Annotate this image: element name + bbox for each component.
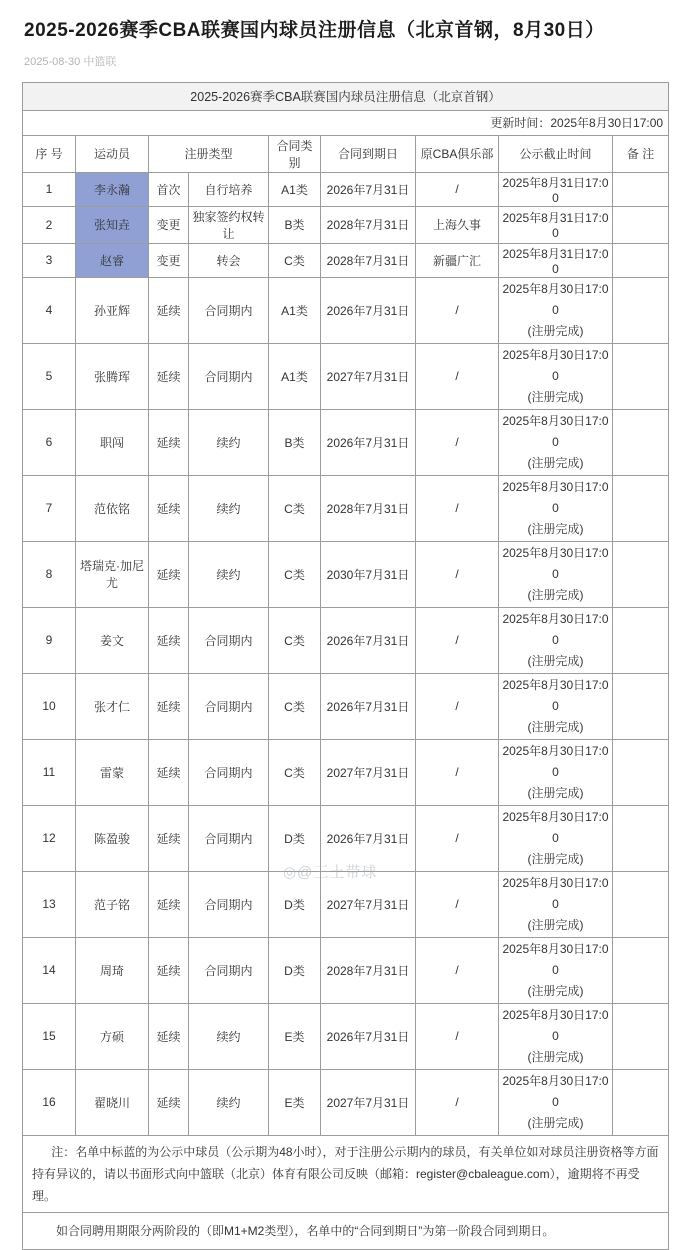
player-row (23, 343, 669, 409)
row-number: 7 (23, 475, 76, 541)
deadline-cell (499, 1069, 613, 1135)
deadline-status: (注册完成) (527, 719, 584, 734)
contract-class: B类 (269, 409, 321, 475)
row-number: 3 (23, 243, 76, 277)
contract-class: E类 (269, 1003, 321, 1069)
row-number: 5 (23, 343, 76, 409)
player-name: 周琦 (76, 937, 149, 1003)
register-type-detail: 合同期内 (189, 937, 269, 1003)
contract-class: A1类 (269, 172, 321, 206)
player-row (23, 475, 669, 541)
note-row (23, 1213, 669, 1250)
player-row (23, 1069, 669, 1135)
update-time: 更新时间：2025年8月30日17:00 (23, 110, 669, 135)
row-number: 16 (23, 1069, 76, 1135)
contract-expiry: 2028年7月31日 (321, 937, 416, 1003)
footnote-public-period: 注：名单中标蓝的为公示中球员（公示期为48小时），对于注册公示期内的球员，有关单位如对球员注册资格等方面持有异议的，请以书面形式向中篮联（北京）体育有限公司反映（邮箱：register@cbaleague.com），逾期将不再受理。 (23, 1135, 669, 1213)
deadline-status: (注册完成) (527, 1115, 584, 1130)
deadline-status: (注册完成) (527, 983, 584, 998)
deadline-time: 2025年8月31日17:00 (502, 175, 609, 205)
note-row (23, 1135, 669, 1213)
contract-class: C类 (269, 673, 321, 739)
register-type-detail: 续约 (189, 475, 269, 541)
contract-class: A1类 (269, 277, 321, 343)
contract-expiry: 2028年7月31日 (321, 243, 416, 277)
deadline-cell (499, 541, 613, 607)
deadline-time: 2025年8月30日17:00 (502, 1073, 609, 1109)
remark (613, 475, 669, 541)
contract-class: D类 (269, 871, 321, 937)
col-header-remark: 备 注 (613, 135, 669, 172)
former-club: / (416, 277, 499, 343)
deadline-status: (注册完成) (527, 389, 584, 404)
deadline-time: 2025年8月30日17:00 (502, 611, 609, 647)
player-row (23, 243, 669, 277)
remark (613, 172, 669, 206)
player-name: 赵睿 (76, 243, 149, 277)
row-number: 4 (23, 277, 76, 343)
row-number: 13 (23, 871, 76, 937)
row-number: 12 (23, 805, 76, 871)
former-club: 上海久事 (416, 206, 499, 243)
deadline-cell (499, 871, 613, 937)
contract-expiry: 2026年7月31日 (321, 409, 416, 475)
player-name: 陈盈骏 (76, 805, 149, 871)
player-name: 雷蒙 (76, 739, 149, 805)
deadline-cell (499, 277, 613, 343)
register-type: 变更 (149, 206, 189, 243)
deadline-time: 2025年8月30日17:00 (502, 941, 609, 977)
deadline-cell (499, 739, 613, 805)
remark (613, 805, 669, 871)
player-row (23, 937, 669, 1003)
deadline-status: (注册完成) (527, 653, 584, 668)
register-type-detail: 自行培养 (189, 172, 269, 206)
footnote-contract-stage: 如合同聘用期限分两阶段的（即M1+M2类型），名单中的“合同到期日”为第一阶段合同到期日。 (23, 1213, 669, 1250)
deadline-time: 2025年8月31日17:00 (502, 246, 609, 276)
player-row (23, 871, 669, 937)
register-type: 延续 (149, 739, 189, 805)
col-header-player: 运动员 (76, 135, 149, 172)
player-name: 张腾珲 (76, 343, 149, 409)
former-club: / (416, 673, 499, 739)
former-club: 新疆广汇 (416, 243, 499, 277)
deadline-cell (499, 409, 613, 475)
contract-expiry: 2026年7月31日 (321, 172, 416, 206)
table-body (23, 172, 669, 1135)
row-number: 9 (23, 607, 76, 673)
deadline-cell (499, 343, 613, 409)
deadline-cell (499, 475, 613, 541)
contract-expiry: 2027年7月31日 (321, 871, 416, 937)
register-type: 延续 (149, 673, 189, 739)
contract-expiry: 2026年7月31日 (321, 805, 416, 871)
register-type: 延续 (149, 475, 189, 541)
player-name: 孙亚辉 (76, 277, 149, 343)
contract-expiry: 2030年7月31日 (321, 541, 416, 607)
deadline-cell (499, 937, 613, 1003)
contract-expiry: 2027年7月31日 (321, 739, 416, 805)
register-type-detail: 独家签约权转让 (189, 206, 269, 243)
contract-class: D类 (269, 937, 321, 1003)
deadline-time: 2025年8月30日17:00 (502, 479, 609, 515)
deadline-time: 2025年8月31日17:00 (502, 211, 609, 241)
register-type-detail: 合同期内 (189, 805, 269, 871)
deadline-status: (注册完成) (527, 587, 584, 602)
remark (613, 277, 669, 343)
watermark: ◎@三土带球 (283, 864, 378, 881)
register-type: 延续 (149, 871, 189, 937)
register-type: 延续 (149, 343, 189, 409)
register-type-detail: 合同期内 (189, 673, 269, 739)
contract-class: C类 (269, 475, 321, 541)
former-club: / (416, 607, 499, 673)
registration-table (22, 82, 669, 1250)
deadline-cell (499, 1003, 613, 1069)
register-type: 变更 (149, 243, 189, 277)
contract-class: C类 (269, 243, 321, 277)
contract-expiry: 2028年7月31日 (321, 475, 416, 541)
contract-class: C类 (269, 607, 321, 673)
remark (613, 541, 669, 607)
register-type-detail: 续约 (189, 1069, 269, 1135)
col-header-expiry: 合同到期日 (321, 135, 416, 172)
col-header-register-type: 注册类型 (149, 135, 269, 172)
register-type-detail: 合同期内 (189, 343, 269, 409)
row-number: 10 (23, 673, 76, 739)
player-name: 范依铭 (76, 475, 149, 541)
player-name: 范子铭 (76, 871, 149, 937)
player-row (23, 1003, 669, 1069)
player-name: 张知垚 (76, 206, 149, 243)
page-title: 2025-2026赛季CBA联赛国内球员注册信息（北京首钢，8月30日） (24, 20, 605, 41)
deadline-time: 2025年8月30日17:00 (502, 875, 609, 911)
register-type-detail: 续约 (189, 409, 269, 475)
remark (613, 1069, 669, 1135)
player-row (23, 673, 669, 739)
contract-expiry: 2028年7月31日 (321, 206, 416, 243)
deadline-status: (注册完成) (527, 323, 584, 338)
register-type-detail: 合同期内 (189, 277, 269, 343)
player-name: 李永瀚 (76, 172, 149, 206)
deadline-status: (注册完成) (527, 1049, 584, 1064)
register-type: 延续 (149, 541, 189, 607)
register-type-detail: 续约 (189, 1003, 269, 1069)
deadline-cell (499, 607, 613, 673)
deadline-cell (499, 673, 613, 739)
former-club: / (416, 739, 499, 805)
remark (613, 206, 669, 243)
contract-class: C类 (269, 739, 321, 805)
register-type: 延续 (149, 805, 189, 871)
contract-class: C类 (269, 541, 321, 607)
player-row (23, 277, 669, 343)
former-club: / (416, 475, 499, 541)
register-type: 延续 (149, 607, 189, 673)
register-type-detail: 续约 (189, 541, 269, 607)
remark (613, 937, 669, 1003)
deadline-time: 2025年8月30日17:00 (502, 347, 609, 383)
former-club: / (416, 343, 499, 409)
former-club: / (416, 805, 499, 871)
deadline-status: (注册完成) (527, 917, 584, 932)
former-club: / (416, 1069, 499, 1135)
deadline-cell (499, 172, 613, 206)
deadline-time: 2025年8月30日17:00 (502, 545, 609, 581)
deadline-cell (499, 243, 613, 277)
player-row (23, 541, 669, 607)
contract-expiry: 2027年7月31日 (321, 343, 416, 409)
deadline-time: 2025年8月30日17:00 (502, 677, 609, 713)
former-club: / (416, 541, 499, 607)
contract-expiry: 2026年7月31日 (321, 277, 416, 343)
register-type: 延续 (149, 1069, 189, 1135)
deadline-status: (注册完成) (527, 455, 584, 470)
contract-class: D类 (269, 805, 321, 871)
register-type: 延续 (149, 937, 189, 1003)
player-row (23, 206, 669, 243)
register-type: 延续 (149, 277, 189, 343)
player-name: 塔瑞克·加尼尤 (76, 541, 149, 607)
remark (613, 607, 669, 673)
contract-class: B类 (269, 206, 321, 243)
register-type: 首次 (149, 172, 189, 206)
player-name: 姜文 (76, 607, 149, 673)
deadline-cell (499, 206, 613, 243)
row-number: 15 (23, 1003, 76, 1069)
deadline-status: (注册完成) (527, 785, 584, 800)
deadline-time: 2025年8月30日17:00 (502, 743, 609, 779)
row-number: 14 (23, 937, 76, 1003)
former-club: / (416, 871, 499, 937)
deadline-time: 2025年8月30日17:00 (502, 1007, 609, 1043)
remark (613, 243, 669, 277)
player-row (23, 409, 669, 475)
remark (613, 409, 669, 475)
remark (613, 343, 669, 409)
former-club: / (416, 409, 499, 475)
register-type-detail: 合同期内 (189, 739, 269, 805)
player-row (23, 805, 669, 871)
contract-expiry: 2027年7月31日 (321, 1069, 416, 1135)
row-number: 11 (23, 739, 76, 805)
row-number: 8 (23, 541, 76, 607)
player-row (23, 739, 669, 805)
player-name: 方硕 (76, 1003, 149, 1069)
register-type-detail: 合同期内 (189, 607, 269, 673)
remark (613, 673, 669, 739)
col-header-deadline: 公示截止时间 (499, 135, 613, 172)
deadline-time: 2025年8月30日17:00 (502, 413, 609, 449)
former-club: / (416, 1003, 499, 1069)
remark (613, 871, 669, 937)
deadline-status: (注册完成) (527, 521, 584, 536)
col-header-contract-class: 合同类别 (269, 135, 321, 172)
contract-expiry: 2026年7月31日 (321, 673, 416, 739)
contract-expiry: 2026年7月31日 (321, 1003, 416, 1069)
article-date-source: 2025-08-30 中篮联 (24, 55, 117, 68)
former-club: / (416, 172, 499, 206)
contract-expiry: 2026年7月31日 (321, 607, 416, 673)
player-row (23, 607, 669, 673)
deadline-cell (499, 805, 613, 871)
col-header-former-club: 原CBA俱乐部 (416, 135, 499, 172)
player-name: 职闯 (76, 409, 149, 475)
contract-class: A1类 (269, 343, 321, 409)
contract-class: E类 (269, 1069, 321, 1135)
deadline-time: 2025年8月30日17:00 (502, 809, 609, 845)
former-club: / (416, 937, 499, 1003)
deadline-time: 2025年8月30日17:00 (502, 281, 609, 317)
player-name: 翟晓川 (76, 1069, 149, 1135)
register-type: 延续 (149, 409, 189, 475)
player-row (23, 172, 669, 206)
row-number: 1 (23, 172, 76, 206)
table-title-row (23, 82, 669, 110)
table-title: 2025-2026赛季CBA联赛国内球员注册信息（北京首钢） (23, 82, 669, 110)
col-header-index: 序 号 (23, 135, 76, 172)
register-type-detail: 合同期内 (189, 871, 269, 937)
remark (613, 1003, 669, 1069)
update-time-row (23, 110, 669, 135)
register-type-detail: 转会 (189, 243, 269, 277)
row-number: 6 (23, 409, 76, 475)
register-type: 延续 (149, 1003, 189, 1069)
table-header-row (23, 135, 669, 172)
row-number: 2 (23, 206, 76, 243)
deadline-status: (注册完成) (527, 851, 584, 866)
remark (613, 739, 669, 805)
player-name: 张才仁 (76, 673, 149, 739)
